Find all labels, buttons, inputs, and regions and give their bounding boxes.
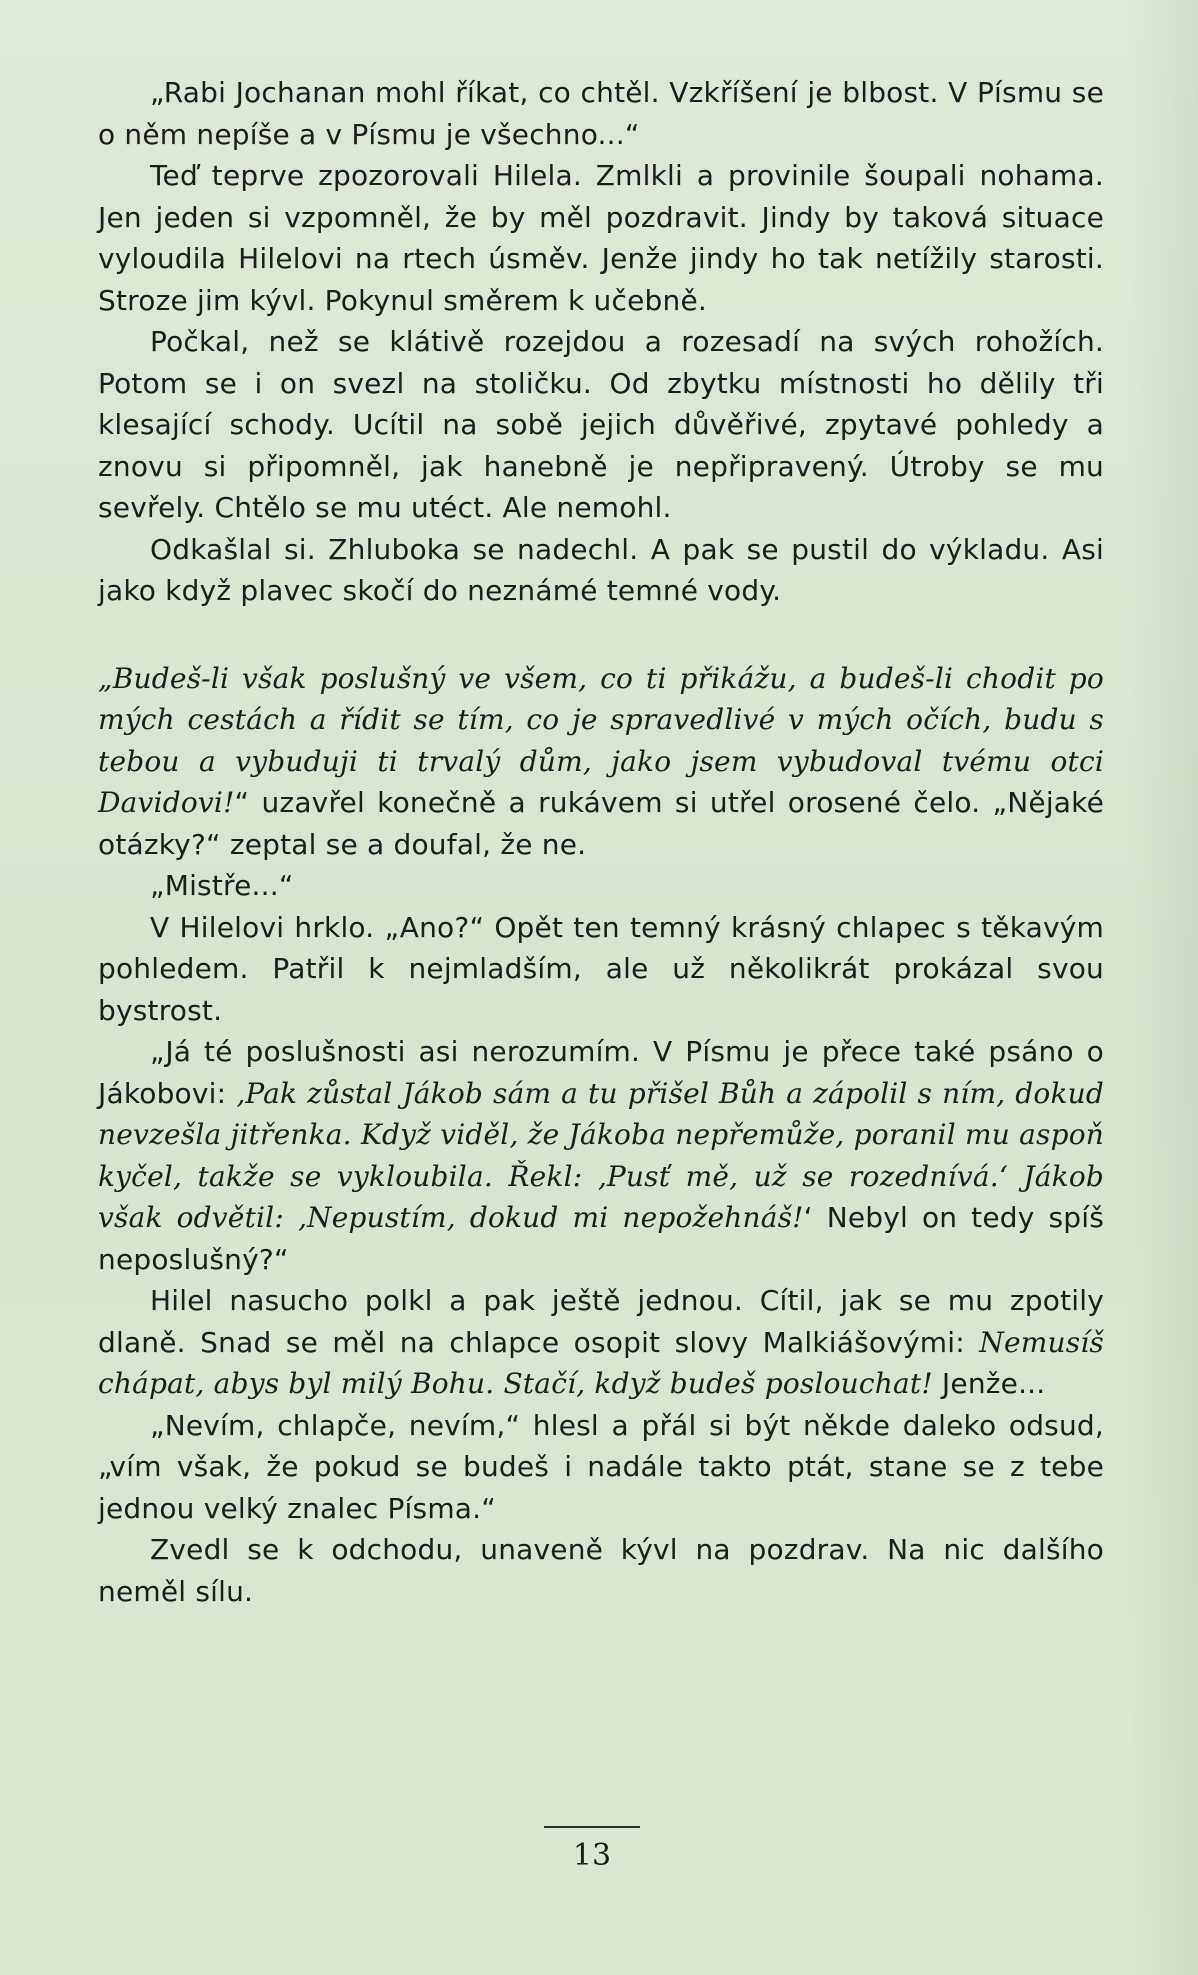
paragraph-8 — [98, 1031, 1104, 1280]
paragraph-1: „Rabi Jochanan mohl říkat, co chtěl. Vzkříšení je blbost. V Písmu se o něm nepíše a v Písmu je všechno...“ — [98, 76, 1104, 151]
paragraph-5-quote — [98, 658, 1104, 866]
paragraph-5-text: “ uzavřel konečně a rukávem si utřel orosené čelo. „Nějaké otázky?“ zeptal se a doufal, že ne. — [98, 786, 1104, 861]
scripture-quote: „Budeš-li však poslušný ve všem, co ti přikážu, a budeš-li chodit po mých cestách a řídit se tím, co je spravedlivé v mých očích, budu s tebou a vybuduji ti trvalý dům, jako jsem vybudoval tvému otci Davidovi! — [98, 661, 1104, 819]
paragraph-11: Zvedl se k odchodu, unaveně kývl na pozdrav. Na nic dalšího neměl sílu. — [98, 1533, 1104, 1608]
paragraph-7: V Hilelovi hrklo. „Ano?“ Opět ten temný krásný chlapec s těkavým pohledem. Patřil k nejmladším, ale už několikrát prokázal svou bystrost. — [98, 910, 1104, 1027]
jacob-quote: ‚Pak zůstal Jákob sám a tu přišel Bůh a zápolil s ním, dokud nevzešla jitřenka. Když viděl, že Jákoba nepřemůže, poranil mu aspoň kyčel, takže se vykloubila. Řekl: ‚Pusť mě, už se rozednívá.‘ Jákob však odvětil: ‚Nepustím, dokud mi nepožehnáš! — [98, 1076, 1105, 1234]
malkias-quote: Nemusíš chápat, abys byl milý Bohu. Stačí, když budeš poslouchat! — [98, 1325, 1104, 1400]
paragraph-9 — [98, 1280, 1104, 1405]
paragraph-8-lead: „Já té poslušnosti asi nerozumím. V Písmu je přece také psáno o Jákobovi: — [98, 1035, 1104, 1110]
paragraph-9-lead: Hilel nasucho polkl a pak ještě jednou. Cítil, jak se mu zpotily dlaně. Snad se měl na chlapce osopit slovy Malkiášovými: — [98, 1284, 1104, 1359]
paragraph-10: „Nevím, chlapče, nevím,“ hlesl a přál si být někde daleko odsud, „vím však, že pokud se budeš i nadále takto ptát, stane se z tebe jednou velký znalec Písma.“ — [98, 1408, 1104, 1525]
paragraph-9-text: Jenže... — [932, 1367, 1046, 1400]
paragraph-2: Teď teprve zpozorovali Hilela. Zmlkli a provinile šoupali nohama. Jen jeden si vzpomněl, že by měl pozdravit. Jindy by taková situace vyloudila Hilelovi na rtech úsměv. Jenže jindy ho tak netížily starosti. Stroze jim kývl. Pokynul směrem k učebně. — [98, 159, 1104, 317]
paragraph-4: Odkašlal si. Zhluboka se nadechl. A pak se pustil do výkladu. Asi jako když plavec skočí do neznámé temné vody. — [98, 532, 1104, 607]
page-number: 13 — [572, 1838, 612, 1873]
page-edge-shadow — [1128, 0, 1198, 1975]
paragraph-3: Počkal, než se klátivě rozejdou a rozesadí na svých rohožích. Potom se i on svezl na stoličku. Od zbytku místnosti ho dělily tři klesající schody. Ucítil na sobě jejich důvěřivé, zpytavé pohledy a znovu si připomněl, jak hanebně je nepřipravený. Útroby se mu sevřely. Chtělo se mu utéct. Ale nemohl. — [98, 325, 1104, 524]
footer-rule — [544, 1826, 640, 1828]
body-text — [98, 72, 1104, 1612]
paragraph-8-text: ‘ Nebyl on tedy spíš neposlušný?“ — [98, 1201, 1105, 1276]
paragraph-6: „Mistře...“ — [150, 869, 294, 902]
